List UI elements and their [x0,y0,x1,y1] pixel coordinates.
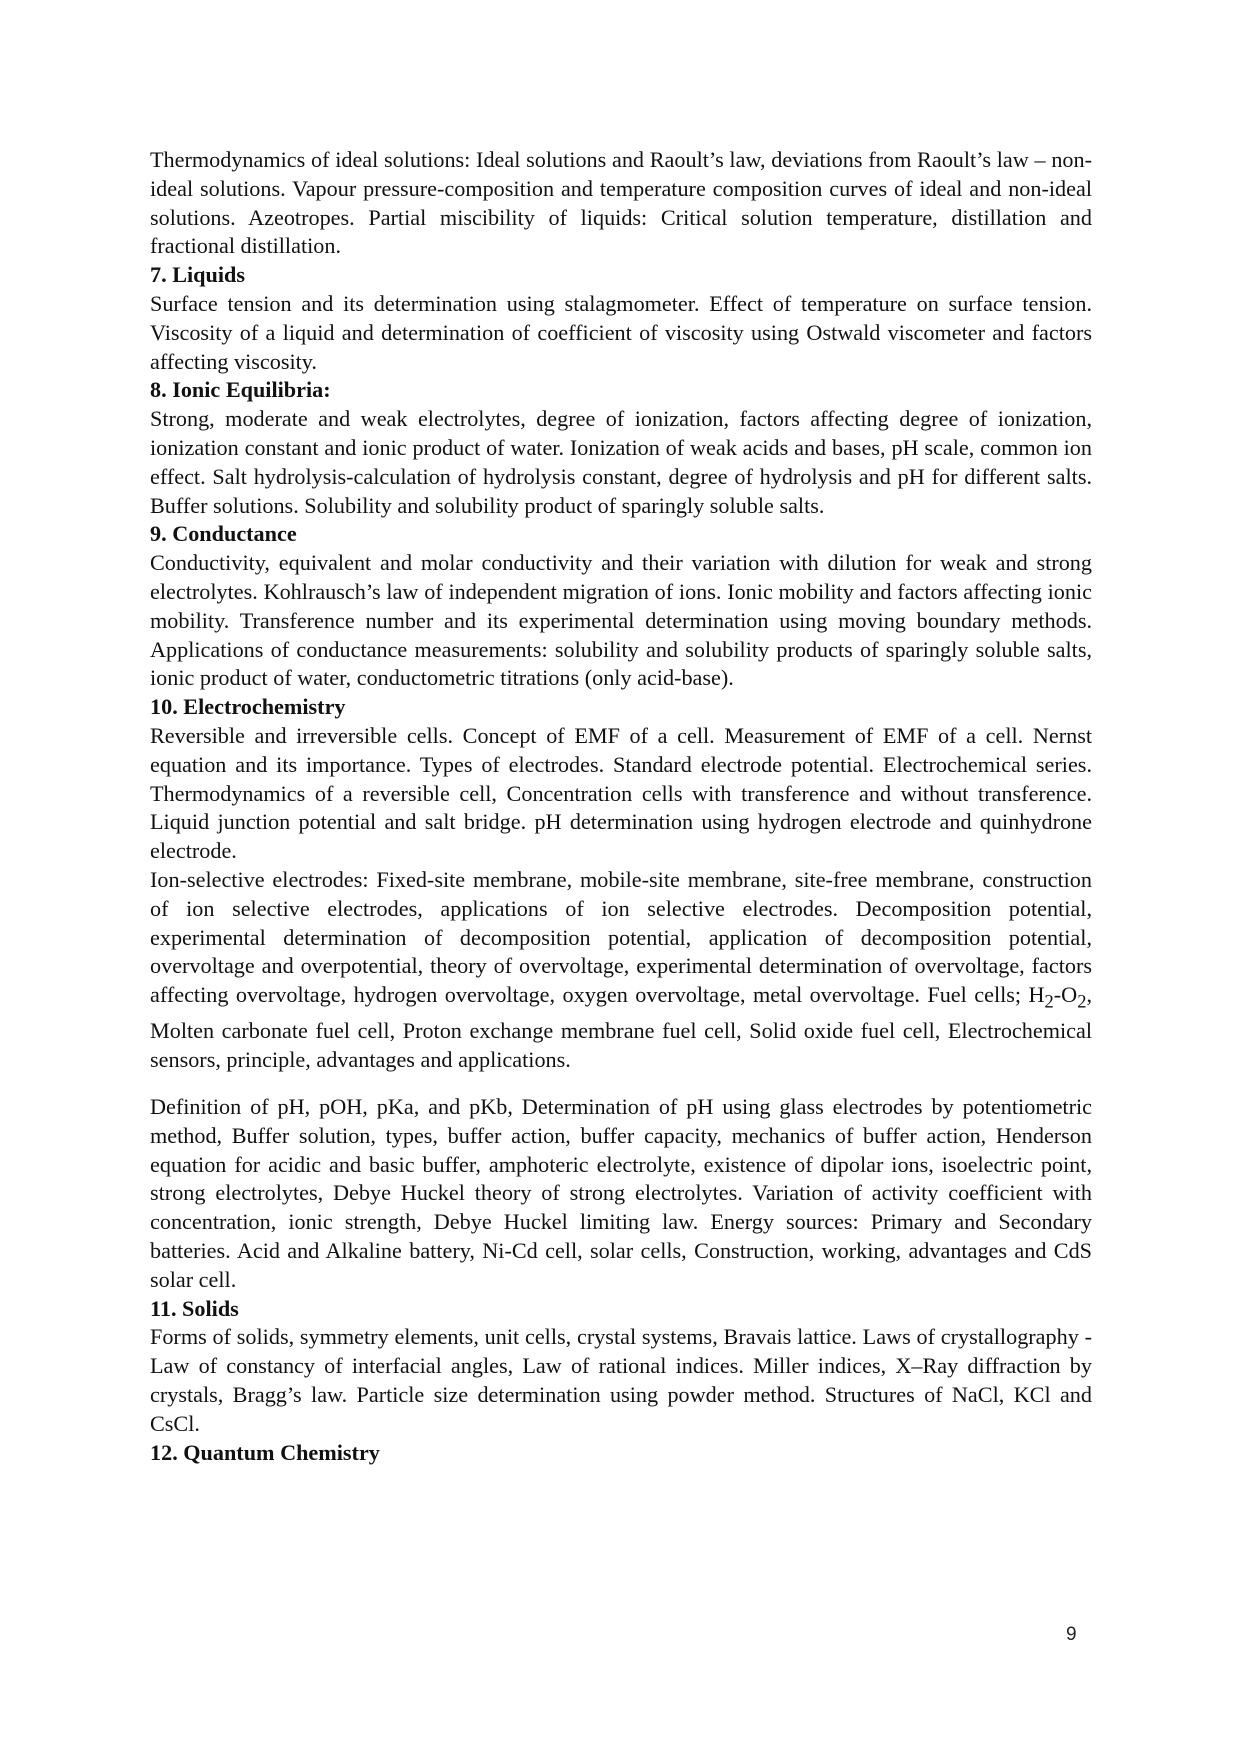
paragraph-electrochemistry-cells: Reversible and irreversible cells. Concept of EMF of a cell. Measurement of EMF of a cell. Nernst equation and its importance. Types of electrodes. Standard electrode potential. Electrochemical series. Thermodynamics of a reversible cell, Concentration cells with transference and without transference. Liquid junction potential and salt bridge. pH determination using hydrogen electrode and quinhydrone electrode. [150,722,1092,864]
heading-liquids: 7. Liquids [150,262,245,288]
document-body [150,146,1092,1467]
text-run: -O [1053,982,1078,1008]
paragraph-thermodynamics-solutions: Thermodynamics of ideal solutions: Ideal solutions and Raoult’s law, deviations from Raoult’s law – non-ideal solutions. Vapour pressure-composition and temperature composition curves of ideal and non-ideal solutions. Azeotropes. Partial miscibility of liquids: Critical solution temperature, distillation and fractional distillation. [150,147,1092,259]
paragraph-ph-definition: Definition of pH, pOH, pKa, and pKb, Determination of pH using glass electrodes by potentiometric method, Buffer solution, types, buffer action, buffer capacity, mechanics of buffer action, Henderson equation for acidic and basic buffer, amphoteric electrolyte, existence of dipolar ions, isoelectric point, strong electrolytes, Debye Huckel theory of strong electrolytes. Variation of activity coefficient with concentration, ionic strength, Debye Huckel limiting law. Energy sources: Primary and Secondary batteries. Acid and Alkaline battery, Ni-Cd cell, solar cells, Construction, working, advantages and CdS solar cell. [150,1093,1092,1292]
heading-solids: 11. Solids [150,1295,239,1321]
text-run: Ion-selective electrodes: Fixed-site membrane, mobile-site membrane, site-free membrane, construction of ion selective electrodes, applications of ion selective electrodes. Decomposition potential, experimental determination of decomposition potential, application of decomposition potential, overvoltage and overpotential, theory of overvoltage, experimental determination of overvoltage, factors affecting overvoltage, hydrogen overvoltage, oxygen overvoltage, metal overvoltage. Fuel cells; H [150,866,1092,1008]
text-run: , Molten carbonate fuel cell, Proton exchange membrane fuel cell, Solid oxide fuel cell, Electrochemical sensors, principle, advantages and applications. [150,982,1092,1073]
subscript: 2 [1044,992,1054,1013]
paragraph-solids: Forms of solids, symmetry elements, unit cells, crystal systems, Bravais lattice. Laws of crystallography - Law of constancy of interfacial angles, Law of rational indices. Miller indices, X–Ray diffraction by crystals, Bragg’s law. Particle size determination using powder method. Structures of NaCl, KCl and CsCl. [150,1324,1092,1436]
paragraph-liquids: Surface tension and its determination using stalagmometer. Effect of temperature on surface tension. Viscosity of a liquid and determination of coefficient of viscosity using Ostwald viscometer and factors affecting viscosity. [150,290,1092,374]
heading-conductance: 9. Conductance [150,521,297,547]
paragraph-ionic-equilibria: Strong, moderate and weak electrolytes, degree of ionization, factors affecting degree of ionization, ionization constant and ionic product of water. Ionization of weak acids and bases, pH scale, common ion effect. Salt hydrolysis-calculation of hydrolysis constant, degree of hydrolysis and pH for different salts. Buffer solutions. Solubility and solubility product of sparingly soluble salts. [150,406,1092,518]
paragraph-spacer [150,1075,1092,1093]
heading-electrochemistry: 10. Electrochemistry [150,694,346,720]
paragraph-conductance: Conductivity, equivalent and molar conductivity and their variation with dilution for weak and strong electrolytes. Kohlrausch’s law of independent migration of ions. Ionic mobility and factors affecting ionic mobility. Transference number and its experimental determination using moving boundary methods. Applications of conductance measurements: solubility and solubility products of sparingly soluble salts, ionic product of water, conductometric titrations (only acid-base). [150,550,1092,691]
subscript: 2 [1077,992,1087,1013]
page-number: 9 [1066,1624,1077,1645]
heading-ionic-equilibria: 8. Ionic Equilibria: [150,377,331,403]
paragraph-ion-selective-electrodes [150,866,1092,1075]
heading-quantum-chemistry: 12. Quantum Chemistry [150,1439,380,1465]
